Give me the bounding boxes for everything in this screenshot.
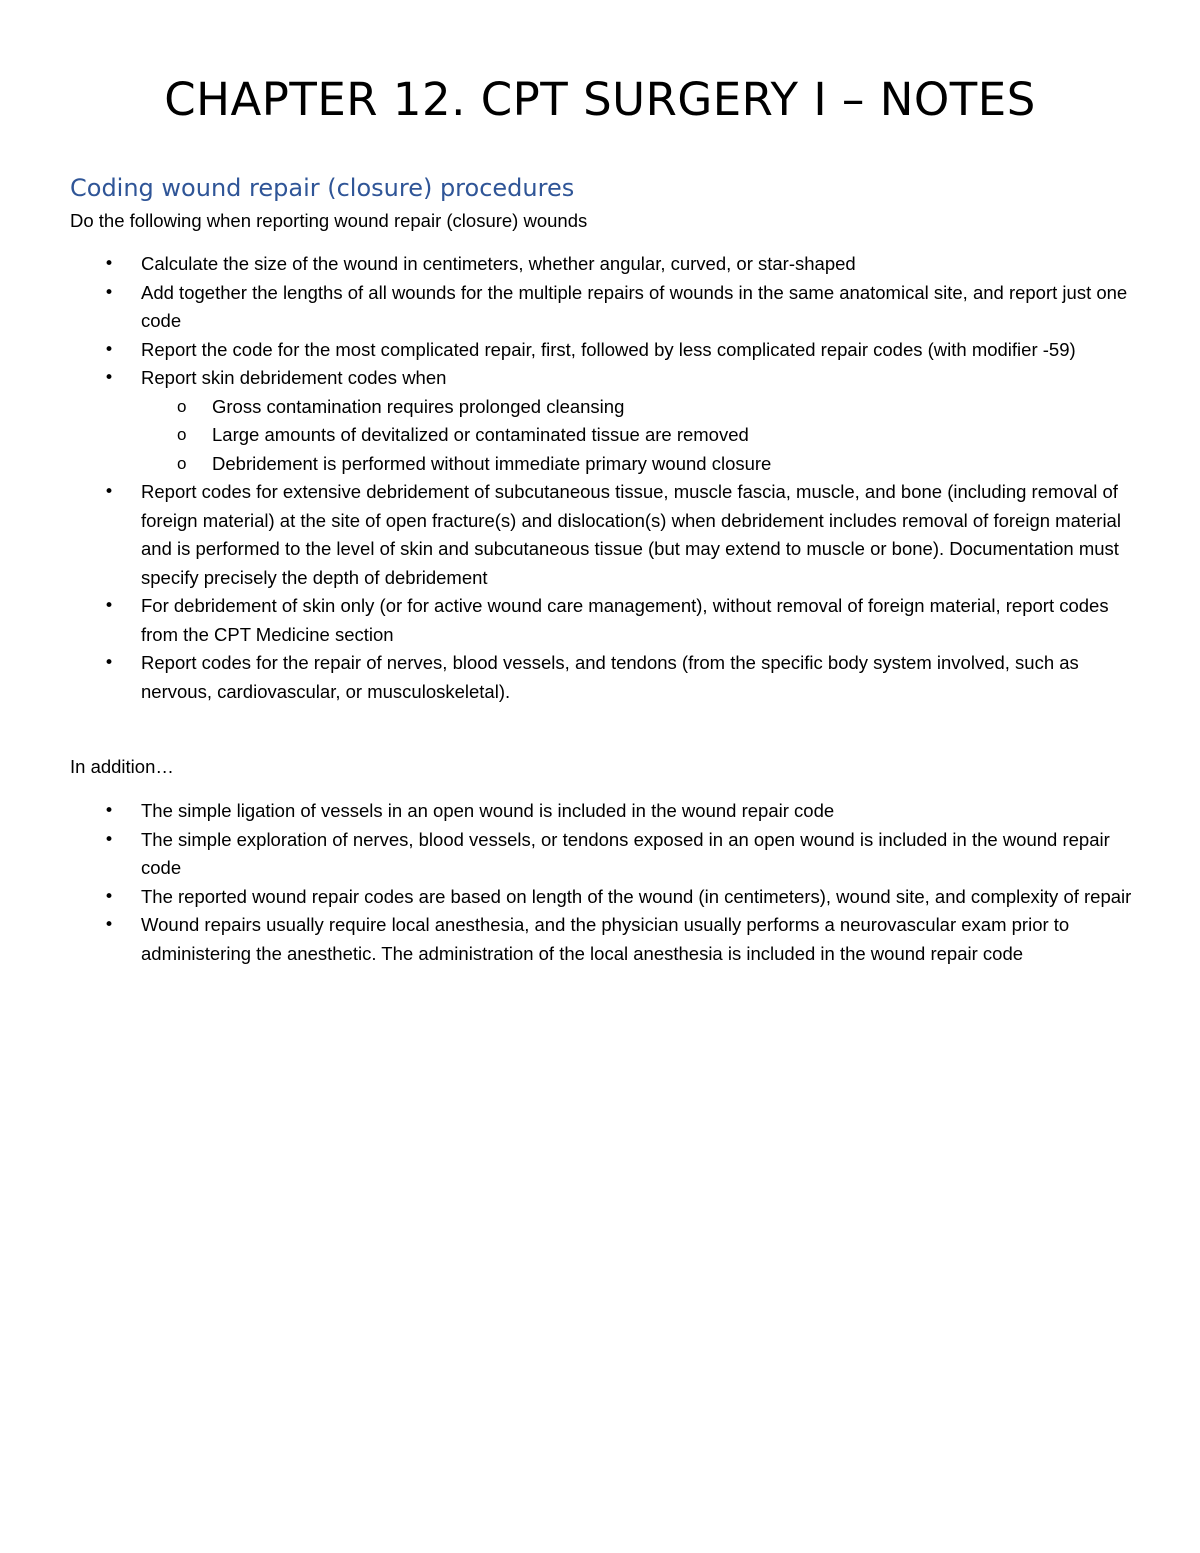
circle-bullet-icon: o	[177, 453, 187, 473]
sublist-item	[141, 450, 1140, 479]
list-item	[70, 279, 1140, 336]
bullet-icon: •	[104, 886, 115, 907]
wound-repair-list	[70, 250, 1140, 706]
sublist-item-text: Large amounts of devitalized or contaminated tissue are removed	[212, 424, 749, 445]
circle-bullet-icon: o	[177, 396, 187, 416]
sublist-item	[141, 393, 1140, 422]
bullet-icon: •	[104, 254, 115, 274]
bullet-icon: •	[104, 829, 115, 850]
list-item	[70, 649, 1140, 706]
bullet-icon: •	[104, 368, 115, 388]
list-item	[70, 336, 1140, 365]
bullet-icon: •	[104, 596, 115, 616]
bullet-icon: •	[104, 482, 115, 502]
list-item	[70, 478, 1140, 592]
additional-notes-list	[70, 797, 1140, 968]
sublist-item-text: Debridement is performed without immediate primary wound closure	[212, 452, 772, 474]
bullet-icon: •	[104, 915, 115, 935]
list-item-text: Report codes for the repair of nerves, blood vessels, and tendons (from the specific body system involved, such as nervous, cardiovascular, or musculoskeletal).	[141, 652, 1079, 702]
list-item	[70, 883, 1140, 912]
list-item-text: Report the code for the most complicated repair, first, followed by less complicated repair codes (with modifier -59)	[141, 338, 1076, 360]
list-item-text: Calculate the size of the wound in centimeters, whether angular, curved, or star-shaped	[141, 253, 856, 274]
section-intro: Do the following when reporting wound repair (closure) wounds	[70, 210, 588, 231]
list-item	[70, 911, 1140, 968]
list-item	[70, 797, 1140, 826]
bullet-icon: •	[104, 801, 115, 821]
sublist-item-text: Gross contamination requires prolonged cleansing	[212, 395, 625, 417]
bullet-icon: •	[104, 339, 115, 360]
list-item-text: Report codes for extensive debridement of subcutaneous tissue, muscle fascia, muscle, and bone (including removal of foreign material) at the site of open fracture(s) and dislocation(s) when debridement includes removal of foreign material and is performed to the level of skin and subcutaneous tissue (but may extend to muscle or bone). Documentation must specify precisely the depth of debridement	[141, 481, 1121, 588]
list-item-text: Add together the lengths of all wounds for the multiple repairs of wounds in the same anatomical site, and report just one code	[141, 281, 1128, 331]
debridement-sublist	[141, 393, 1140, 479]
list-item	[70, 592, 1140, 649]
sublist-item	[141, 421, 1140, 450]
section-heading: Coding wound repair (closure) procedures	[70, 174, 575, 202]
bullet-icon: •	[104, 653, 115, 673]
circle-bullet-icon: o	[177, 425, 187, 444]
page-title: CHAPTER 12. CPT SURGERY I – NOTES	[164, 73, 1036, 126]
list-item-text: Report skin debridement codes when	[141, 367, 447, 388]
list-item	[70, 826, 1140, 883]
list-item-text: For debridement of skin only (or for active wound care management), without removal of foreign material, report codes from the CPT Medicine section	[141, 595, 1109, 645]
list-item	[70, 364, 1140, 478]
list-item-text: The reported wound repair codes are based on length of the wound (in centimeters), wound site, and complexity of repair	[141, 885, 1132, 907]
list-item-text: Wound repairs usually require local anesthesia, and the physician usually performs a neurovascular exam prior to administering the anesthetic. The administration of the local anesthesia is included in the wound repair code	[141, 914, 1070, 964]
list-item-text: The simple exploration of nerves, blood vessels, or tendons exposed in an open wound is included in the wound repair code	[141, 828, 1110, 878]
bullet-icon: •	[104, 282, 115, 303]
list-item-text: The simple ligation of vessels in an open wound is included in the wound repair code	[141, 800, 835, 821]
in-addition-label: In addition…	[70, 756, 174, 777]
list-item	[70, 250, 1140, 279]
